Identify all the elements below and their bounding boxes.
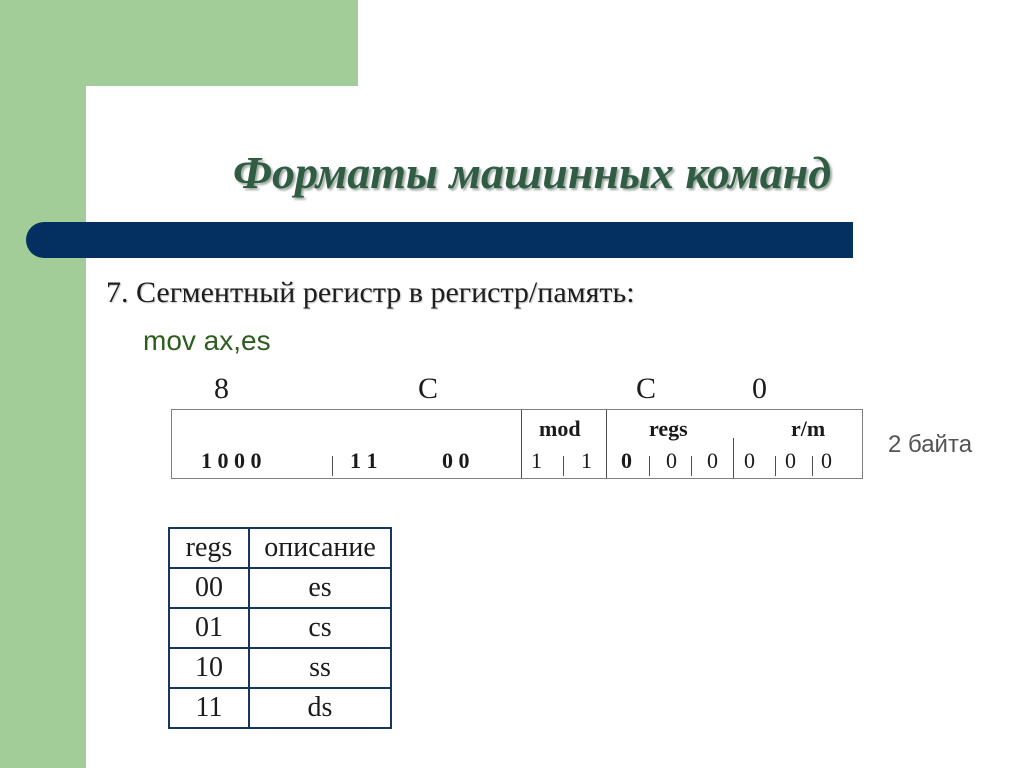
hex-digit-2: C: [418, 372, 439, 405]
divider-tick: [775, 456, 776, 476]
item-line: 7. Сегментный регистр в регистр/память:: [106, 276, 635, 309]
bit-6: 0: [744, 448, 755, 473]
table-cell-code: 01: [169, 608, 249, 648]
byte-divider: [521, 410, 522, 478]
instruction-format-diagram: [171, 409, 863, 479]
bit-8: 0: [821, 448, 832, 473]
field-divider: [733, 438, 734, 478]
regs-table: [168, 527, 392, 729]
table-row: [169, 608, 391, 648]
field-label-regs: regs: [649, 416, 688, 441]
table-row: [169, 688, 391, 728]
field-divider: [606, 410, 607, 478]
table-header-regs: regs: [169, 528, 249, 568]
table-cell-code: 10: [169, 648, 249, 688]
table-cell-code: 11: [169, 688, 249, 728]
bit-group-2: 1 1: [350, 448, 378, 473]
bit-5: 0: [707, 448, 718, 473]
table-cell-register: ss: [249, 648, 391, 688]
table-header-row: [169, 528, 391, 568]
bit-group-3: 0 0: [442, 448, 470, 473]
table-cell-register: ds: [249, 688, 391, 728]
bit-1: 1: [531, 448, 542, 473]
hex-digit-4: 0: [752, 372, 767, 405]
table-row: [169, 648, 391, 688]
divider-tick: [563, 456, 564, 476]
hex-digit-3: C: [636, 372, 657, 405]
instruction-code: mov ax,es: [143, 325, 271, 356]
size-label: 2 байта: [888, 431, 973, 458]
divider-tick: [649, 456, 650, 476]
divider-tick: [812, 456, 813, 476]
bit-7: 0: [785, 448, 796, 473]
bit-3: 0: [621, 448, 632, 473]
bit-group-1: 1 0 0 0: [201, 448, 262, 473]
table-header-description: описание: [249, 528, 391, 568]
field-label-mod: mod: [539, 416, 581, 441]
hex-digit-1: 8: [214, 372, 229, 405]
decorative-green-left: [0, 0, 86, 768]
field-label-rm: r/m: [791, 416, 826, 441]
slide-title: Форматы машинных команд: [232, 147, 832, 198]
table-cell-code: 00: [169, 568, 249, 608]
table-cell-register: cs: [249, 608, 391, 648]
table-cell-register: es: [249, 568, 391, 608]
bit-2: 1: [581, 448, 592, 473]
divider-tick: [332, 456, 333, 476]
title-underline-bar: [26, 222, 853, 258]
table-row: [169, 568, 391, 608]
bit-4: 0: [666, 448, 677, 473]
divider-tick: [691, 456, 692, 476]
